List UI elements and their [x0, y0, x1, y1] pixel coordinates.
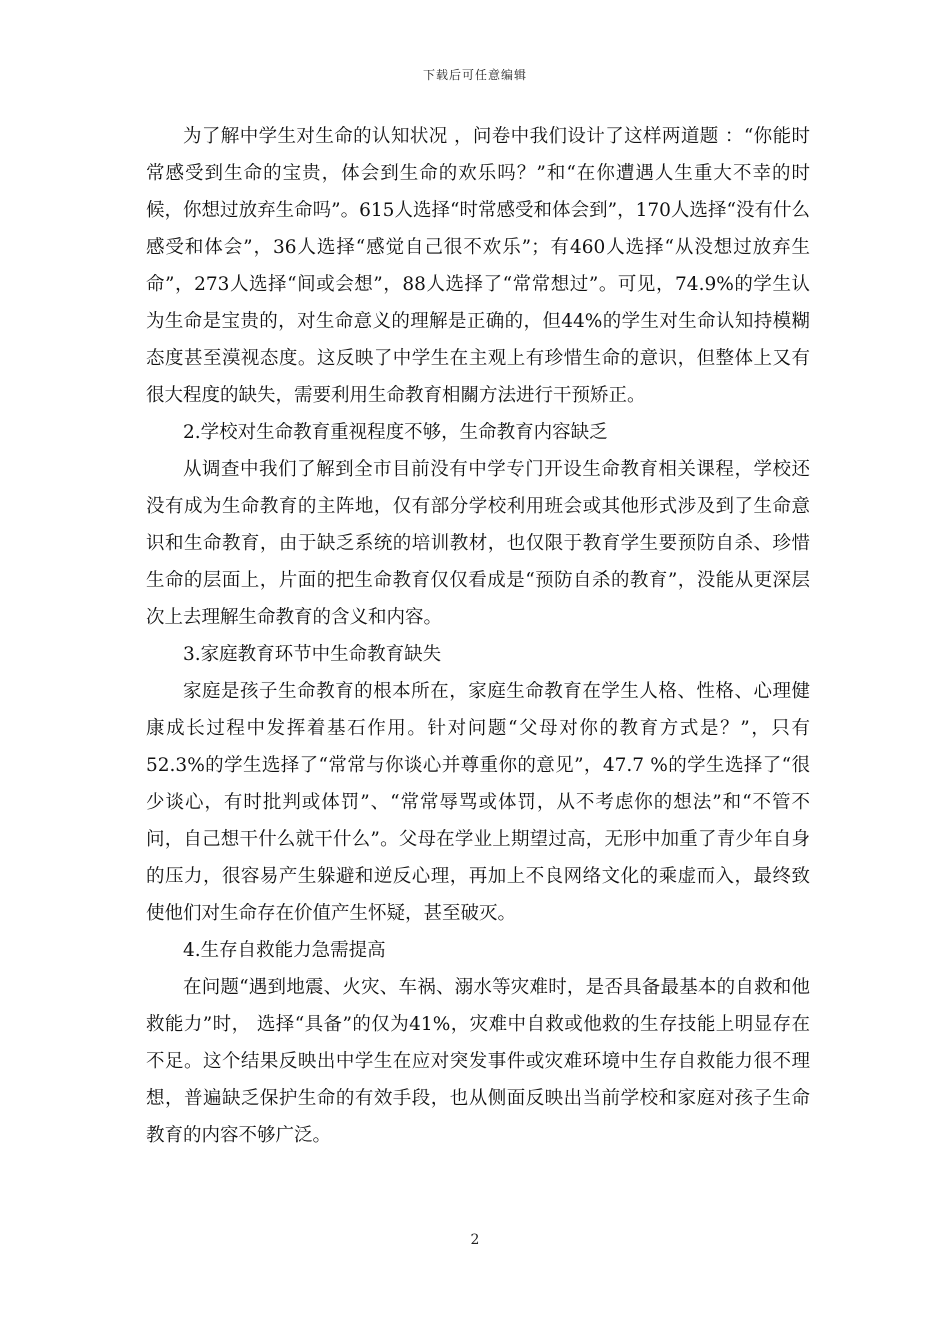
section-heading: 4.生存自救能力急需提高 [183, 940, 386, 961]
page-number: 2 [470, 1232, 480, 1248]
paragraph: 在问题“遇到地震、火灾、车祸、溺水等灾难时，是否具备最基本的自救和他救能力”时， 选择“具备”的仅为41%，灾难中自救或他救的生存技能上明显存在不足。这个结果反映出中学生在应对突发事件或灾难环境中生存自救能力很不理想，普遍缺乏保护生命的有效手段，也从侧面反映出当前学校和家庭对孩子生命教育的内容不够广泛。 [146, 977, 810, 1146]
paragraph: 为了解中学生对生命的认知状况 ，问卷中我们设计了这样两道题 ：“你能时常感受到生命的宝贵，体会到生命的欢乐吗？”和“在你遭遇人生重大不幸的时候，你想过放弃生命吗”。615人选择“时常感受和体会到”，170人选择“没有什么感受和体会”，36人选择“感觉自己很不欢乐”；有460人选择“从没想过放弃生命”，273人选择“间或会想”，88人选择了“常常想过”。可见，74.9%的学生认为生命是宝贵的，对生命意义的理解是正确的，但44%的学生对生命认知持模糊态度甚至漠视态度。这反映了中学生在主观上有珍惜生命的意识，但整体上又有很大程度的缺失，需要利用生命教育相關方法进行干预矫正。 [146, 126, 810, 406]
paragraph: 从调查中我们了解到全市目前没有中学专门开设生命教育相关课程，学校还没有成为生命教育的主阵地，仅有部分学校利用班会或其他形式涉及到了生命意识和生命教育，由于缺乏系统的培训教材，也仅限于教育学生要预防自杀、珍惜生命的层面上，片面的把生命教育仅仅看成是“预防自杀的教育”，没能从更深层次上去理解生命教育的含义和内容。 [146, 459, 810, 628]
section-heading: 2.学校对生命教育重视程度不够，生命教育内容缺乏 [183, 422, 608, 443]
page-header: 下载后可任意编辑 [422, 68, 527, 82]
section-heading: 3.家庭教育环节中生命教育缺失 [183, 644, 442, 665]
paragraph: 家庭是孩子生命教育的根本所在，家庭生命教育在学生人格、性格、心理健康成长过程中发挥着基石作用。针对问题“父母对你的教育方式是？”，只有52.3%的学生选择了“常常与你谈心并尊重你的意见”，47.7 %的学生选择了“很少谈心，有时批判或体罚”、“常常辱骂或体罚，从不考虑你的想法”和“不管不问，自己想干什么就干什么”。父母在学业上期望过高，无形中加重了青少年自身的压力，很容易产生躲避和逆反心理，再加上不良网络文化的乘虚而入，最终致使他们对生命存在价值产生怀疑，甚至破灭。 [146, 681, 810, 924]
document-body [146, 118, 810, 1154]
